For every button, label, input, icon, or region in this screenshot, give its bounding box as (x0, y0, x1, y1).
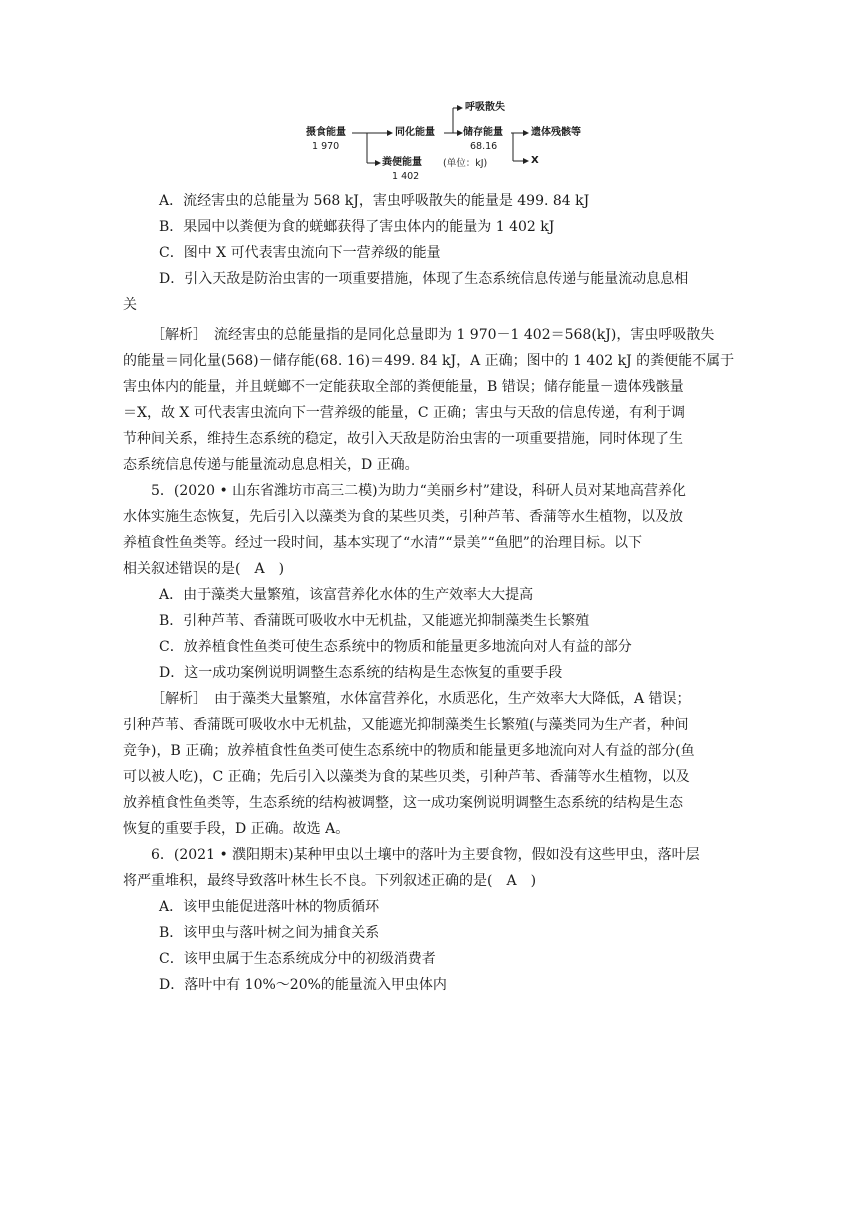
q5-stem-line: 5．(2020 • 山东省潍坊市高三二模)为助力“美丽乡村”建设，科研人员对某地高营养化 (151, 483, 686, 499)
q5-analysis-line: 引种芦苇、香蒲既可吸收水中无机盐，又能遮光抑制藻类生长繁殖(与藻类同为生产者，种间 (123, 717, 689, 733)
q6-option-b: B．该甲虫与落叶树之间为捕食关系 (159, 925, 380, 941)
intake-energy-value: 1 970 (312, 141, 340, 152)
q5-option-a: A．由于藻类大量繁殖，该富营养化水体的生产效率大大提高 (159, 587, 534, 603)
q6-option-a: A．该甲虫能促进落叶林的物质循环 (159, 899, 380, 915)
q4-analysis-line: ＝X，故 X 可代表害虫流向下一营养级的能量，C 正确；害虫与天敌的信息传递，有利于调 (123, 405, 685, 421)
q5-option-c: C．放养植食性鱼类可使生态系统中的物质和能量更多地流向对人有益的部分 (159, 639, 632, 655)
q5-option-d: D．这一成功案例说明调整生态系统的结构是生态恢复的重要手段 (159, 665, 563, 681)
q4-analysis-line: 的能量＝同化量(568)－储存能(68. 16)＝499. 84 kJ，A 正确；图中的 1 402 kJ 的粪便能不属于 (123, 353, 735, 369)
q5-analysis-line: 可以被人吃)，C 正确；先后引入以藻类为食的某些贝类，引种芦苇、香蒲等水生植物，以及 (123, 769, 690, 785)
q5-option-b: B．引种芦苇、香蒲既可吸收水中无机盐，又能遮光抑制藻类生长繁殖 (159, 613, 590, 629)
q4-analysis-line: 态系统信息传递与能量流动息息相关，D 正确。 (123, 457, 419, 473)
question-6 (123, 842, 743, 998)
storage-energy-label: 储存能量 (463, 127, 503, 138)
analysis-tag: ［解析］ (151, 327, 200, 343)
q6-stem-line: 将严重堆积，最终导致落叶林生长不良。下列叙述正确的是( A ) (123, 873, 537, 889)
analysis-tag: ［解析］ (151, 691, 200, 707)
q5-stem-line: 相关叙述错误的是( A ) (123, 561, 285, 577)
assimilation-energy-label: 同化能量 (395, 127, 435, 138)
q4-option-a: A．流经害虫的总能量为 568 kJ，害虫呼吸散失的能量是 499. 84 kJ (159, 193, 590, 209)
q4-analysis-line: 节种间关系，维持生态系统的稳定，故引入天敌是防治虫害的一项重要措施，同时体现了生 (123, 431, 683, 447)
q5-analysis-line: 放养植食性鱼类等，生态系统的结构被调整，这一成功案例说明调整生态系统的结构是生态 (123, 795, 683, 811)
respiration-loss-label: 呼吸散失 (465, 102, 505, 113)
q5-stem-line: 养植食性鱼类等。经过一段时间，基本实现了“水清”“景美”“鱼肥”的治理目标。以下 (123, 535, 642, 551)
document-body (123, 188, 743, 998)
feces-energy-value: 1 402 (392, 171, 420, 182)
q4-analysis-line (123, 322, 743, 348)
q6-option-c: C．该甲虫属于生态系统成分中的初级消费者 (159, 951, 436, 967)
q4-option-d-cont: 关 (123, 297, 137, 313)
q4-analysis-line: 害虫体内的能量，并且蜣螂不一定能获取全部的粪便能量，B 错误；储存能量－遗体残骸量 (123, 379, 684, 395)
q4-option-c: C．图中 X 可代表害虫流向下一营养级的能量 (159, 245, 441, 261)
q5-analysis-line (123, 686, 743, 712)
intake-energy-label: 摄食能量 (306, 127, 346, 138)
storage-energy-value: 68.16 (470, 141, 498, 152)
energy-flow-diagram (300, 96, 620, 186)
q4-option-d: D．引入天敌是防治虫害的一项重要措施，体现了生态系统信息传递与能量流动息息相 (159, 271, 689, 287)
x-label: X (531, 155, 539, 166)
q5-analysis (123, 686, 743, 842)
feces-energy-label: 粪便能量 (382, 157, 422, 168)
q4-option-b: B．果园中以粪便为食的蜣螂获得了害虫体内的能量为 1 402 kJ (159, 219, 555, 235)
q6-option-d: D．落叶中有 10%～20%的能量流入甲虫体内 (159, 977, 447, 993)
q6-stem-line: 6．(2021 • 濮阳期末)某种甲虫以土壤中的落叶为主要食物，假如没有这些甲虫，落叶层 (151, 847, 700, 863)
q4-options (123, 188, 743, 318)
q5-analysis-line: 恢复的重要手段，D 正确。故选 A。 (123, 821, 350, 837)
q4-analysis (123, 322, 743, 478)
question-5 (123, 478, 743, 686)
remains-label: 遗体残骸等 (531, 127, 581, 138)
q5-stem-line: 水体实施生态恢复，先后引入以藻类为食的某些贝类，引种芦苇、香蒲等水生植物，以及放 (123, 509, 683, 525)
q4-analysis-text: 流经害虫的总能量指的是同化总量即为 1 970－1 402＝568(kJ)，害虫呼吸散失 (214, 327, 715, 343)
energy-flow-arrows (300, 96, 620, 186)
q5-analysis-line: 竞争)，B 正确；放养植食性鱼类可使生态系统中的物质和能量更多地流向对人有益的部分(鱼 (123, 743, 695, 759)
q5-analysis-text: 由于藻类大量繁殖，水体富营养化，水质恶化，生产效率大大降低，A 错误； (214, 691, 691, 707)
unit-label: (单位：kJ) (443, 158, 488, 169)
